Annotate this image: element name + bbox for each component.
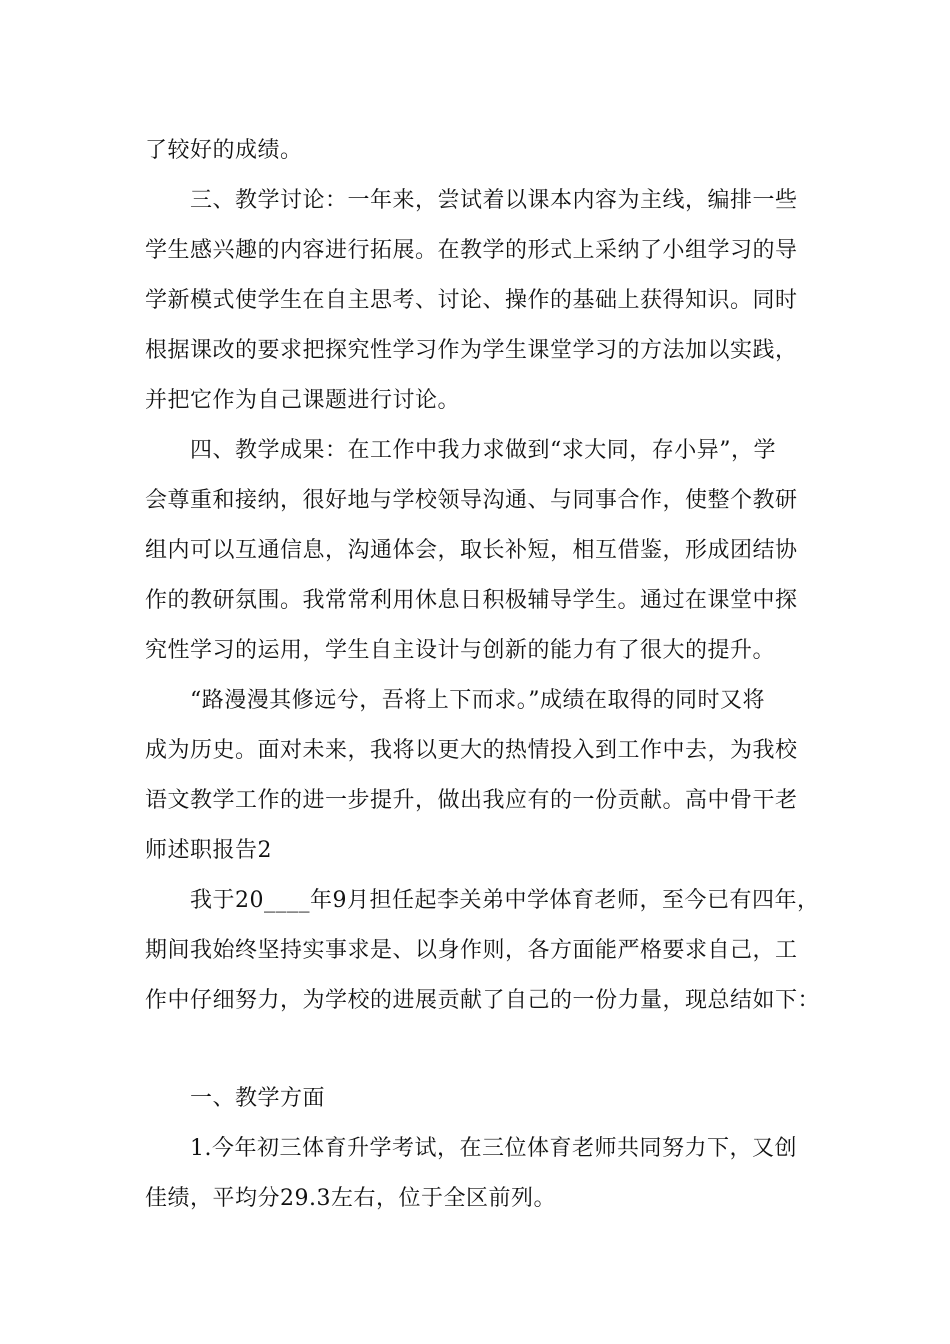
text-line: 语文教学工作的进一步提升，做出我应有的一份贡献。高中骨干老 [145, 788, 798, 813]
text-line: 学新模式使学生在自主思考、讨论、操作的基础上获得知识。同时 [145, 288, 798, 313]
text-line: 会尊重和接纳，很好地与学校领导沟通、与同事合作，使整个教研 [145, 488, 798, 513]
text-line: 并把它作为自己课题进行讨论。 [145, 388, 461, 413]
text-line: 究性学习的运用，学生自主设计与创新的能力有了很大的提升。 [145, 638, 776, 663]
text-line: 组内可以互通信息，沟通体会，取长补短，相互借鉴，形成团结协 [145, 538, 798, 563]
text-line: 成为历史。面对未来，我将以更大的热情投入到工作中去，为我校 [145, 738, 798, 763]
text-line: 根据课改的要求把探究性学习作为学生课堂学习的方法加以实践， [145, 338, 798, 363]
text-line: 学生感兴趣的内容进行拓展。在教学的形式上采纳了小组学习的导 [145, 238, 798, 263]
text-line: 佳绩，平均分29.3左右，位于全区前列。 [145, 1186, 556, 1211]
text-line: 我于20____年9月担任起李关弟中学体育老师，至今已有四年， [190, 888, 820, 913]
text-line: 1.今年初三体育升学考试，在三位体育老师共同努力下，又创 [190, 1136, 797, 1161]
text-line: 三、教学讨论：一年来，尝试着以课本内容为主线，编排一些 [190, 188, 798, 213]
text-line: 期间我始终坚持实事求是、以身作则，各方面能严格要求自己，工 [145, 938, 798, 963]
text-line: 作中仔细努力，为学校的进展贡献了自己的一份力量，现总结如下： [145, 988, 821, 1013]
text-line: 四、教学成果：在工作中我力求做到“求大同，存小异”，学 [190, 438, 776, 463]
section-heading: 一、教学方面 [190, 1086, 326, 1111]
text-line: 作的教研氛围。我常常利用休息日积极辅导学生。通过在课堂中探 [145, 588, 798, 613]
text-line: 师述职报告2 [145, 838, 272, 863]
text-line: “路漫漫其修远兮，吾将上下而求。”成绩在取得的同时又将 [190, 688, 765, 713]
text-line: 了较好的成绩。 [145, 138, 303, 163]
